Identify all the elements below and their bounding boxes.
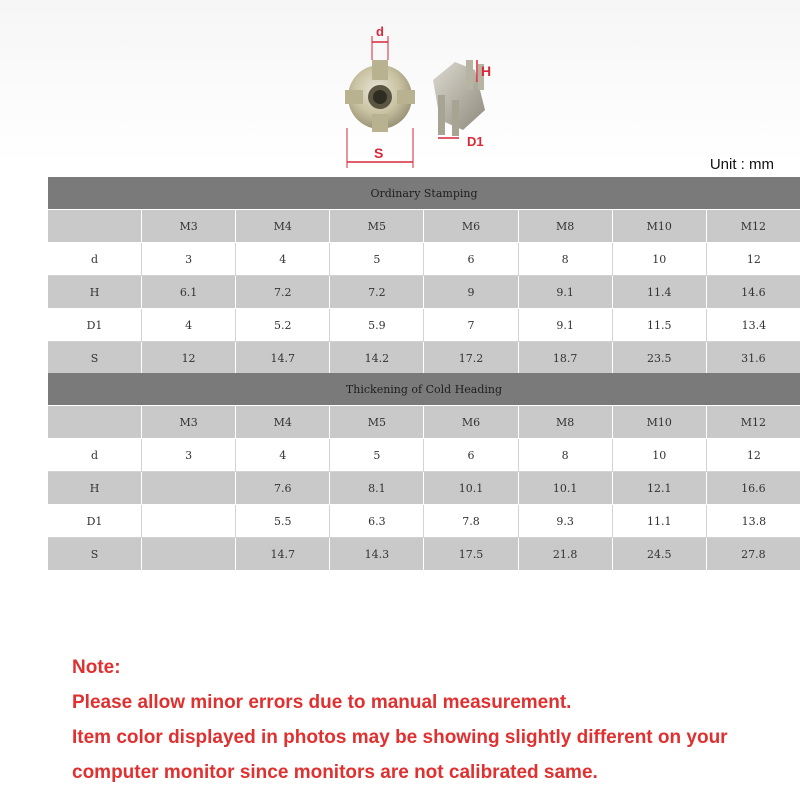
header-cell: M5 [330,210,424,243]
table-cell: 11.1 [613,505,707,538]
table-cell: 10.1 [519,472,613,505]
row-label: d [48,439,142,472]
table-cell: 6.1 [142,276,236,309]
table-cell: 7.6 [236,472,330,505]
table-row [48,505,800,538]
table-cell: 14.7 [236,538,330,571]
table-cell: 9.3 [519,505,613,538]
table-cell: 4 [236,439,330,472]
table-cell: 24.5 [613,538,707,571]
table-row [48,309,800,342]
table-header-row [48,406,800,439]
table-cell: 8.1 [330,472,424,505]
table-row [48,472,800,505]
table-row [48,243,800,276]
header-cell: M4 [236,406,330,439]
table-cell: 6 [424,439,518,472]
table-cell: 10 [613,243,707,276]
header-cell [48,406,142,439]
header-cell: M12 [707,406,800,439]
table-cell: 8 [519,439,613,472]
header-cell [48,210,142,243]
row-label: H [48,472,142,505]
table-cell: 12 [142,342,236,375]
cold-heading-table [48,373,800,571]
s-label: S [374,145,384,161]
row-label: H [48,276,142,309]
table-cell: 11.4 [613,276,707,309]
table-cell: 7.8 [424,505,518,538]
table-row [48,538,800,571]
table-header-row [48,210,800,243]
table-cell: 9.1 [519,276,613,309]
header-cell: M10 [613,406,707,439]
table-cell: 13.8 [707,505,800,538]
header-cell: M8 [519,210,613,243]
table-cell: 7.2 [236,276,330,309]
note-block [72,650,792,790]
header-cell: M3 [142,406,236,439]
table-cell: 14.7 [236,342,330,375]
table-cell [142,505,236,538]
h-label: H [481,63,492,79]
header-cell: M5 [330,406,424,439]
table-cell: 7 [424,309,518,342]
header-cell: M3 [142,210,236,243]
d-label: d [376,24,384,39]
table-cell: 12 [707,439,800,472]
row-label: S [48,538,142,571]
table-cell [142,472,236,505]
row-label: D1 [48,505,142,538]
table-cell: 3 [142,439,236,472]
row-label: d [48,243,142,276]
table-cell: 23.5 [613,342,707,375]
table-cell: 4 [142,309,236,342]
table-cell: 6 [424,243,518,276]
table-cell: 5.9 [330,309,424,342]
table-cell: 14.6 [707,276,800,309]
product-photo-area [0,0,800,178]
table-title-row [48,177,800,210]
note-line: Item color displayed in photos may be showing slightly different on your [72,727,728,748]
table-cell: 5.2 [236,309,330,342]
table-title: Ordinary Stamping [48,177,800,210]
table-cell: 3 [142,243,236,276]
front-view-nut [345,60,415,132]
d1-label: D1 [467,134,484,149]
table-row [48,276,800,309]
table-cell: 17.5 [424,538,518,571]
table-cell: 8 [519,243,613,276]
header-cell: M6 [424,210,518,243]
table-cell: 6.3 [330,505,424,538]
table-cell [142,538,236,571]
row-label: D1 [48,309,142,342]
table-cell: 17.2 [424,342,518,375]
table-cell: 10 [613,439,707,472]
table-cell: 14.3 [330,538,424,571]
table-cell: 4 [236,243,330,276]
table-cell: 7.2 [330,276,424,309]
table-cell: 9.1 [519,309,613,342]
table-title: Thickening of Cold Heading [48,373,800,406]
unit-label: Unit : mm [709,156,774,173]
header-cell: M10 [613,210,707,243]
table-cell: 27.8 [707,538,800,571]
note-heading: Note: [72,657,121,678]
note-line: computer monitor since monitors are not calibrated same. [72,762,598,783]
table-cell: 16.6 [707,472,800,505]
row-label: S [48,342,142,375]
table-row [48,439,800,472]
table-cell: 10.1 [424,472,518,505]
table-cell: 18.7 [519,342,613,375]
table-cell: 9 [424,276,518,309]
tee-nut-diagram [335,20,505,170]
table-cell: 12.1 [613,472,707,505]
table-cell: 12 [707,243,800,276]
header-cell: M4 [236,210,330,243]
table-cell: 5 [330,243,424,276]
table-cell: 14.2 [330,342,424,375]
header-cell: M6 [424,406,518,439]
header-cell: M12 [707,210,800,243]
header-cell: M8 [519,406,613,439]
ordinary-stamping-table [48,177,800,375]
table-cell: 31.6 [707,342,800,375]
table-cell: 5 [330,439,424,472]
table-cell: 11.5 [613,309,707,342]
table-cell: 5.5 [236,505,330,538]
table-title-row [48,373,800,406]
table-row [48,342,800,375]
note-line: Please allow minor errors due to manual measurement. [72,692,572,713]
table-cell: 13.4 [707,309,800,342]
table-cell: 21.8 [519,538,613,571]
